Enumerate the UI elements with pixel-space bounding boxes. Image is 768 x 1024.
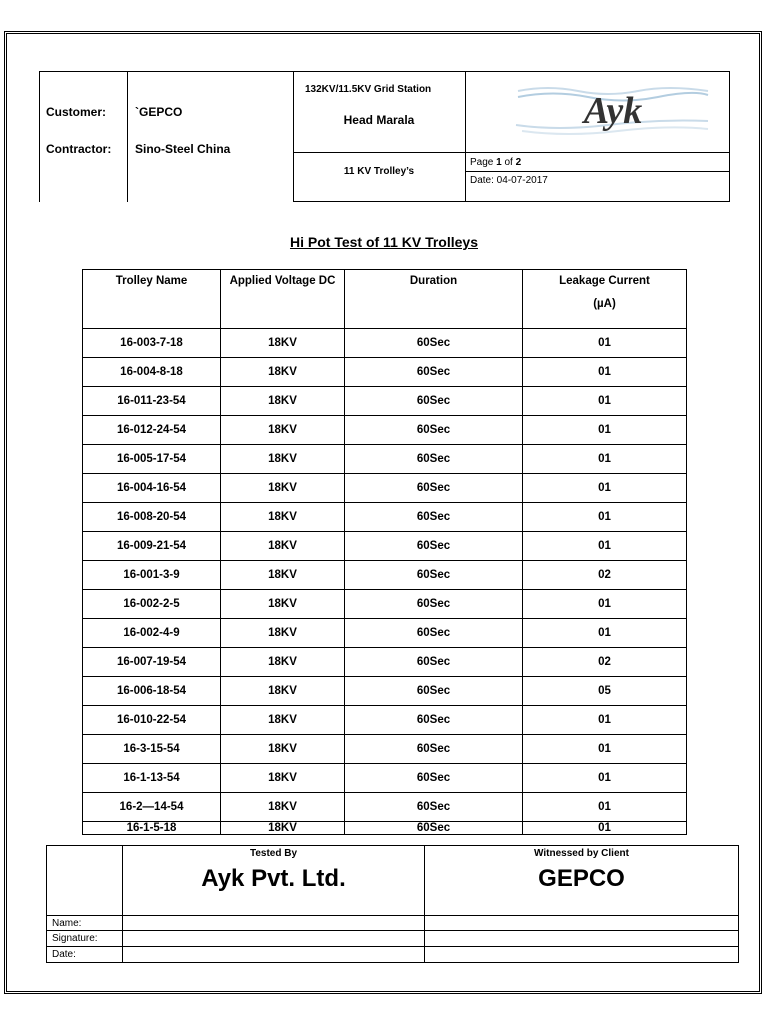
cell-voltage: 18KV xyxy=(221,561,345,590)
contractor-label: Contractor: xyxy=(46,142,112,156)
cell-name: 16-004-16-54 xyxy=(83,474,221,503)
tested-date-field[interactable] xyxy=(123,947,425,963)
witness-date-field[interactable] xyxy=(425,947,739,963)
cell-leakage: 05 xyxy=(523,677,687,706)
cell-voltage: 18KV xyxy=(221,387,345,416)
signoff-table xyxy=(46,845,739,963)
cell-name: 16-1-5-18 xyxy=(83,822,221,835)
cell-duration: 60Sec xyxy=(345,561,523,590)
contractor-value: Sino-Steel China xyxy=(135,142,231,156)
table-row xyxy=(83,445,687,474)
table-row xyxy=(83,416,687,445)
cell-name: 16-012-24-54 xyxy=(83,416,221,445)
cell-leakage: 01 xyxy=(523,503,687,532)
table-row xyxy=(83,648,687,677)
cell-duration: 60Sec xyxy=(345,619,523,648)
cell-leakage: 02 xyxy=(523,648,687,677)
tested-signature-field[interactable] xyxy=(123,931,425,947)
table-row xyxy=(83,764,687,793)
table-row xyxy=(83,619,687,648)
cell-leakage: 01 xyxy=(523,416,687,445)
cell-duration: 60Sec xyxy=(345,735,523,764)
signature-label: Signature: xyxy=(47,931,123,947)
cell-duration: 60Sec xyxy=(345,764,523,793)
cell-voltage: 18KV xyxy=(221,822,345,835)
cell-voltage: 18KV xyxy=(221,793,345,822)
cell-name: 16-2—14-54 xyxy=(83,793,221,822)
cell-voltage: 18KV xyxy=(221,358,345,387)
cell-duration: 60Sec xyxy=(345,677,523,706)
table-row xyxy=(83,677,687,706)
cell-duration: 60Sec xyxy=(345,503,523,532)
cell-leakage: 01 xyxy=(523,764,687,793)
cell-name: 16-002-4-9 xyxy=(83,619,221,648)
cell-duration: 60Sec xyxy=(345,793,523,822)
table-row xyxy=(83,474,687,503)
cell-name: 16-005-17-54 xyxy=(83,445,221,474)
cell-voltage: 18KV xyxy=(221,648,345,677)
table-header-row xyxy=(83,270,687,329)
col-header-voltage: Applied Voltage DC xyxy=(221,270,345,329)
cell-name: 16-007-19-54 xyxy=(83,648,221,677)
cell-leakage: 01 xyxy=(523,619,687,648)
cell-name: 16-011-23-54 xyxy=(83,387,221,416)
customer-label: Customer: xyxy=(46,105,107,119)
tested-by-label: Tested By xyxy=(249,848,298,859)
cell-leakage: 01 xyxy=(523,793,687,822)
cell-leakage: 01 xyxy=(523,329,687,358)
witnessed-name: GEPCO xyxy=(538,865,625,892)
customer-value: `GEPCO xyxy=(135,105,183,119)
cell-name: 16-1-13-54 xyxy=(83,764,221,793)
cell-leakage: 01 xyxy=(523,387,687,416)
cell-name: 16-009-21-54 xyxy=(83,532,221,561)
cell-duration: 60Sec xyxy=(345,706,523,735)
cell-name: 16-002-2-5 xyxy=(83,590,221,619)
cell-duration: 60Sec xyxy=(345,648,523,677)
hipot-table xyxy=(82,269,687,835)
station-line2: Head Marala xyxy=(343,113,415,127)
cell-duration: 60Sec xyxy=(345,822,523,835)
table-row xyxy=(83,706,687,735)
witnessed-label: Witnessed by Client xyxy=(534,848,629,859)
cell-name: 16-001-3-9 xyxy=(83,561,221,590)
tested-name-field[interactable] xyxy=(123,916,425,931)
table-row xyxy=(83,329,687,358)
table-row xyxy=(83,387,687,416)
station-line1: 132KV/11.5KV Grid Station xyxy=(305,84,432,95)
witnessed-cell xyxy=(425,846,739,916)
cell-duration: 60Sec xyxy=(345,590,523,619)
table-row xyxy=(83,358,687,387)
cell-name: 16-008-20-54 xyxy=(83,503,221,532)
cell-leakage: 02 xyxy=(523,561,687,590)
name-label: Name: xyxy=(47,916,123,931)
col-header-leakage: Leakage Current (µA) xyxy=(523,270,687,329)
cell-leakage: 01 xyxy=(523,590,687,619)
ayk-logo xyxy=(508,75,718,141)
cell-leakage: 01 xyxy=(523,735,687,764)
date-label: Date: xyxy=(47,947,123,963)
cell-voltage: 18KV xyxy=(221,735,345,764)
table-row xyxy=(83,503,687,532)
tested-by-cell xyxy=(123,846,425,916)
cell-duration: 60Sec xyxy=(345,474,523,503)
witness-signature-field[interactable] xyxy=(425,931,739,947)
cell-name: 16-3-15-54 xyxy=(83,735,221,764)
table-row xyxy=(83,590,687,619)
cell-voltage: 18KV xyxy=(221,445,345,474)
cell-voltage: 18KV xyxy=(221,474,345,503)
cell-voltage: 18KV xyxy=(221,677,345,706)
cell-leakage: 01 xyxy=(523,474,687,503)
date-text: Date: 04-07-2017 xyxy=(470,175,548,186)
cell-duration: 60Sec xyxy=(345,532,523,561)
table-row xyxy=(83,735,687,764)
cell-duration: 60Sec xyxy=(345,416,523,445)
cell-leakage: 01 xyxy=(523,532,687,561)
cell-voltage: 18KV xyxy=(221,706,345,735)
cell-voltage: 18KV xyxy=(221,416,345,445)
cell-duration: 60Sec xyxy=(345,387,523,416)
svg-text:Ayk: Ayk xyxy=(583,90,643,132)
cell-leakage: 01 xyxy=(523,822,687,835)
witness-name-field[interactable] xyxy=(425,916,739,931)
cell-duration: 60Sec xyxy=(345,358,523,387)
cell-leakage: 01 xyxy=(523,706,687,735)
table-row xyxy=(83,822,687,835)
cell-voltage: 18KV xyxy=(221,503,345,532)
cell-leakage: 01 xyxy=(523,358,687,387)
cell-name: 16-003-7-18 xyxy=(83,329,221,358)
cell-leakage: 01 xyxy=(523,445,687,474)
page-indicator: Page 1 of 2 xyxy=(470,157,522,168)
cell-voltage: 18KV xyxy=(221,329,345,358)
table-row xyxy=(83,561,687,590)
subject-text: 11 KV Trolley’s xyxy=(343,166,415,177)
table-row xyxy=(83,793,687,822)
cell-voltage: 18KV xyxy=(221,619,345,648)
cell-name: 16-004-8-18 xyxy=(83,358,221,387)
cell-duration: 60Sec xyxy=(345,445,523,474)
tested-by-name: Ayk Pvt. Ltd. xyxy=(201,865,346,892)
cell-name: 16-006-18-54 xyxy=(83,677,221,706)
cell-voltage: 18KV xyxy=(221,590,345,619)
page-title: Hi Pot Test of 11 KV Trolleys xyxy=(289,234,478,250)
cell-duration: 60Sec xyxy=(345,329,523,358)
col-header-duration: Duration xyxy=(345,270,523,329)
cell-voltage: 18KV xyxy=(221,532,345,561)
cell-name: 16-010-22-54 xyxy=(83,706,221,735)
document-header xyxy=(39,71,730,202)
col-header-name: Trolley Name xyxy=(83,270,221,329)
table-row xyxy=(83,532,687,561)
cell-voltage: 18KV xyxy=(221,764,345,793)
